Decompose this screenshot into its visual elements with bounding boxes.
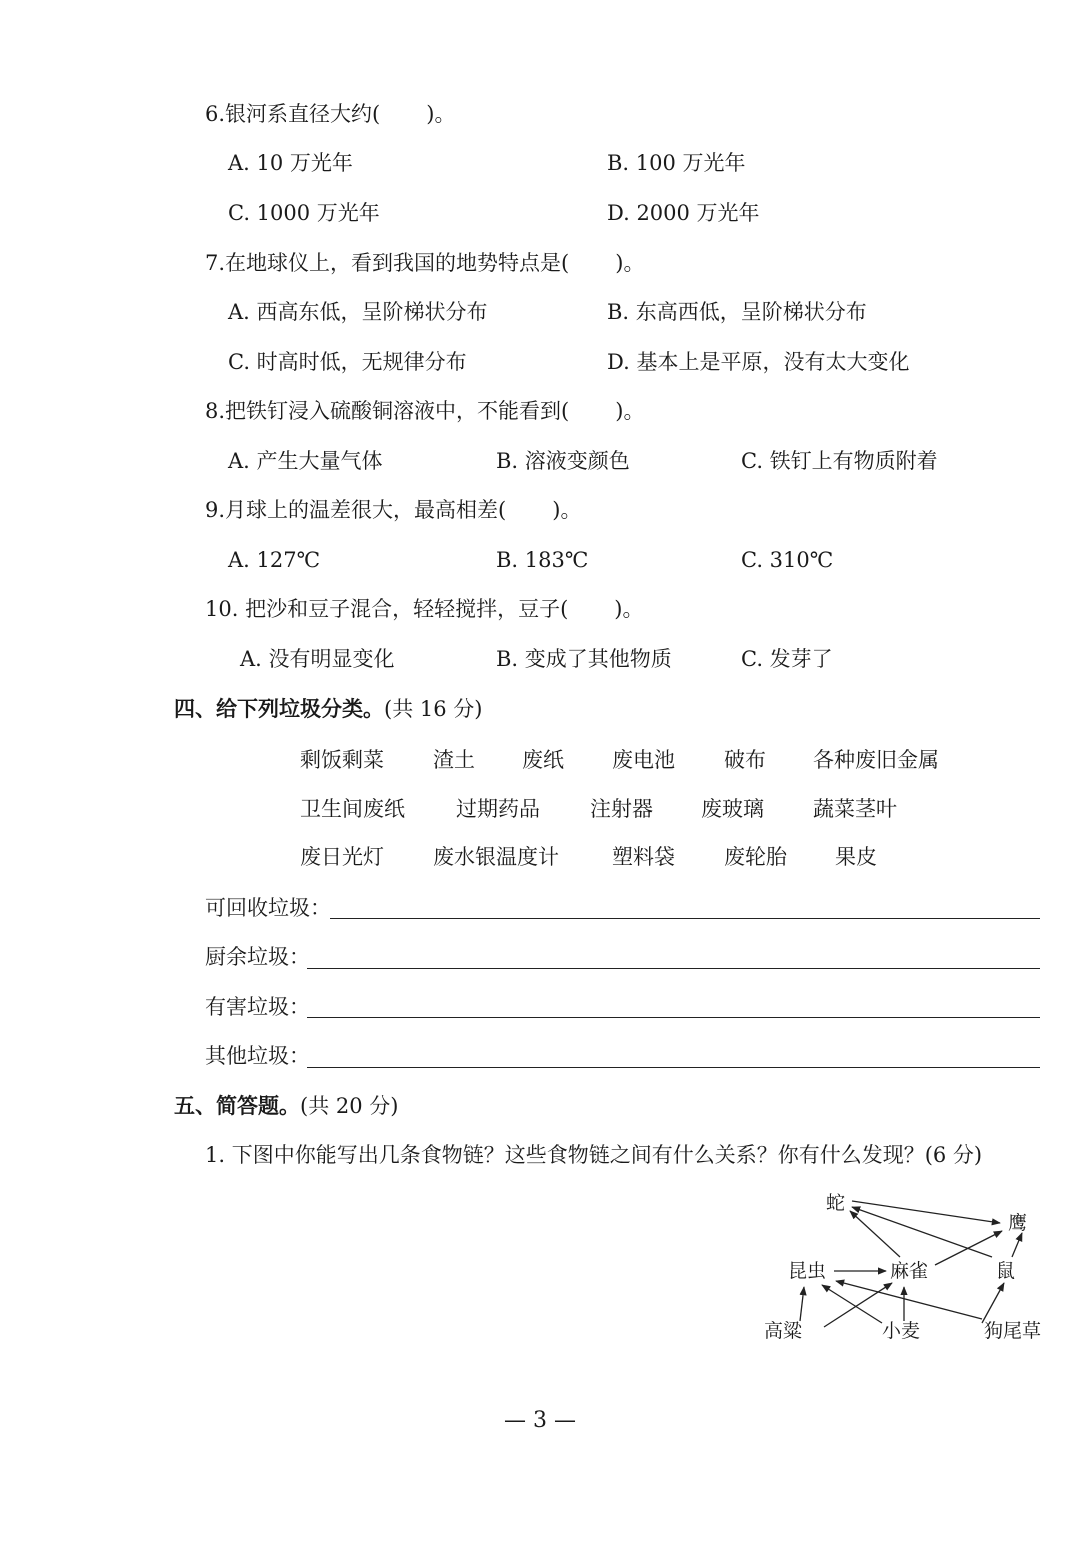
kitchen-waste-label: 厨余垃圾： (205, 945, 310, 969)
food-web-node-sparrow: 麻雀 (890, 1260, 929, 1282)
question-stem: 在地球仪上，看到我国的地势特点是( (225, 251, 570, 275)
question-number: 8. (205, 399, 226, 423)
arrow-foxtail-to-insect (836, 1281, 982, 1319)
q7-option-d: D. 基本上是平原，没有太大变化 (607, 350, 910, 374)
page-number: — 3 — (504, 1408, 576, 1433)
q6-option-a: A. 10 万光年 (228, 151, 353, 175)
recyclable-answer-line[interactable] (330, 918, 1040, 919)
question-stem: 月球上的温差很大，最高相差( (225, 498, 507, 522)
waste-word: 剩饭剩菜 (300, 748, 384, 772)
waste-word: 注射器 (590, 797, 653, 821)
food-web-node-mouse: 鼠 (996, 1260, 1016, 1282)
arrow-sparrow-to-snake (850, 1211, 900, 1257)
waste-word: 卫生间废纸 (300, 797, 405, 821)
question-stem: 把沙和豆子混合，轻轻搅拌，豆子( (245, 597, 569, 621)
q8-option-b: B. 溶液变颜色 (496, 449, 630, 473)
q7-option-a: A. 西高东低，呈阶梯状分布 (228, 300, 488, 324)
question-number: 6. (205, 102, 226, 126)
waste-word: 果皮 (835, 845, 877, 869)
waste-word: 废电池 (612, 748, 675, 772)
food-web-node-snake: 蛇 (826, 1192, 846, 1214)
question-stem: 把铁钉浸入硫酸铜溶液中，不能看到( (225, 399, 570, 423)
question-stem: 银河系直径大约( (225, 102, 381, 126)
waste-word: 废玻璃 (701, 797, 764, 821)
q9-option-c: C. 310℃ (741, 548, 834, 572)
q10-option-a: A. 没有明显变化 (240, 647, 395, 671)
question-blank-close: )。 (552, 498, 582, 522)
question-8 (205, 397, 644, 425)
food-web-diagram (760, 1185, 1050, 1345)
question-number: 7. (205, 251, 226, 275)
hazardous-label: 有害垃圾： (205, 995, 310, 1019)
question-blank-close: )。 (426, 102, 456, 126)
arrow-snake-to-eagle (852, 1201, 1000, 1223)
food-web-node-insect: 昆虫 (788, 1260, 827, 1282)
question-number: 10. (205, 597, 239, 621)
recyclable-label: 可回收垃圾： (205, 896, 331, 920)
q8-option-a: A. 产生大量气体 (228, 449, 383, 473)
q9-option-a: A. 127℃ (228, 548, 321, 572)
hazardous-answer-line[interactable] (307, 1017, 1040, 1018)
q8-option-c: C. 铁钉上有物质附着 (741, 449, 938, 473)
waste-word: 蔬菜茎叶 (813, 797, 897, 821)
section-score: (共 20 分) (300, 1094, 399, 1118)
waste-word: 废纸 (522, 748, 564, 772)
q7-option-c: C. 时高时低，无规律分布 (228, 350, 467, 374)
q6-option-d: D. 2000 万光年 (607, 201, 760, 225)
food-web-node-wheat: 小麦 (882, 1320, 921, 1342)
question-number: 9. (205, 498, 226, 522)
question-blank-close: )。 (615, 251, 645, 275)
section-4-heading (174, 695, 482, 723)
section-title: 五、简答题。 (174, 1093, 300, 1118)
arrow-sparrow-to-eagle (935, 1231, 1002, 1265)
arrow-foxtail-to-mouse (982, 1283, 1004, 1323)
waste-word: 塑料袋 (612, 845, 675, 869)
question-10 (205, 595, 644, 623)
q7-option-b: B. 东高西低，呈阶梯状分布 (607, 300, 867, 324)
q6-option-c: C. 1000 万光年 (228, 201, 380, 225)
waste-word: 渣土 (433, 748, 475, 772)
q10-option-c: C. 发芽了 (741, 647, 833, 671)
section-title: 四、给下列垃圾分类。 (174, 696, 384, 721)
other-waste-label: 其他垃圾： (205, 1044, 310, 1068)
arrow-sorghum-to-insect (800, 1287, 804, 1321)
question-7 (205, 249, 644, 277)
food-web-node-foxtail: 狗尾草 (984, 1320, 1042, 1342)
waste-word: 废轮胎 (724, 845, 787, 869)
question-blank-close: )。 (615, 399, 645, 423)
q9-option-b: B. 183℃ (496, 548, 589, 572)
waste-word: 废水银温度计 (433, 845, 559, 869)
question-9 (205, 496, 581, 524)
question-6 (205, 100, 455, 128)
question-blank-close: )。 (614, 597, 644, 621)
section-5-question-1: 1. 下图中你能写出几条食物链？这些食物链之间有什么关系？你有什么发现？(6 分) (205, 1143, 983, 1167)
waste-word: 各种废旧金属 (813, 748, 939, 772)
arrow-mouse-to-eagle (1012, 1233, 1022, 1257)
other-waste-answer-line[interactable] (307, 1067, 1040, 1068)
food-web-node-sorghum: 高粱 (764, 1320, 803, 1342)
q10-option-b: B. 变成了其他物质 (496, 647, 672, 671)
waste-word: 废日光灯 (300, 845, 384, 869)
kitchen-waste-answer-line[interactable] (307, 968, 1040, 969)
food-web-node-eagle: 鹰 (1008, 1212, 1028, 1234)
waste-word: 破布 (724, 748, 766, 772)
section-score: (共 16 分) (384, 697, 483, 721)
q6-option-b: B. 100 万光年 (607, 151, 746, 175)
waste-word: 过期药品 (456, 797, 540, 821)
section-5-heading (174, 1092, 398, 1120)
